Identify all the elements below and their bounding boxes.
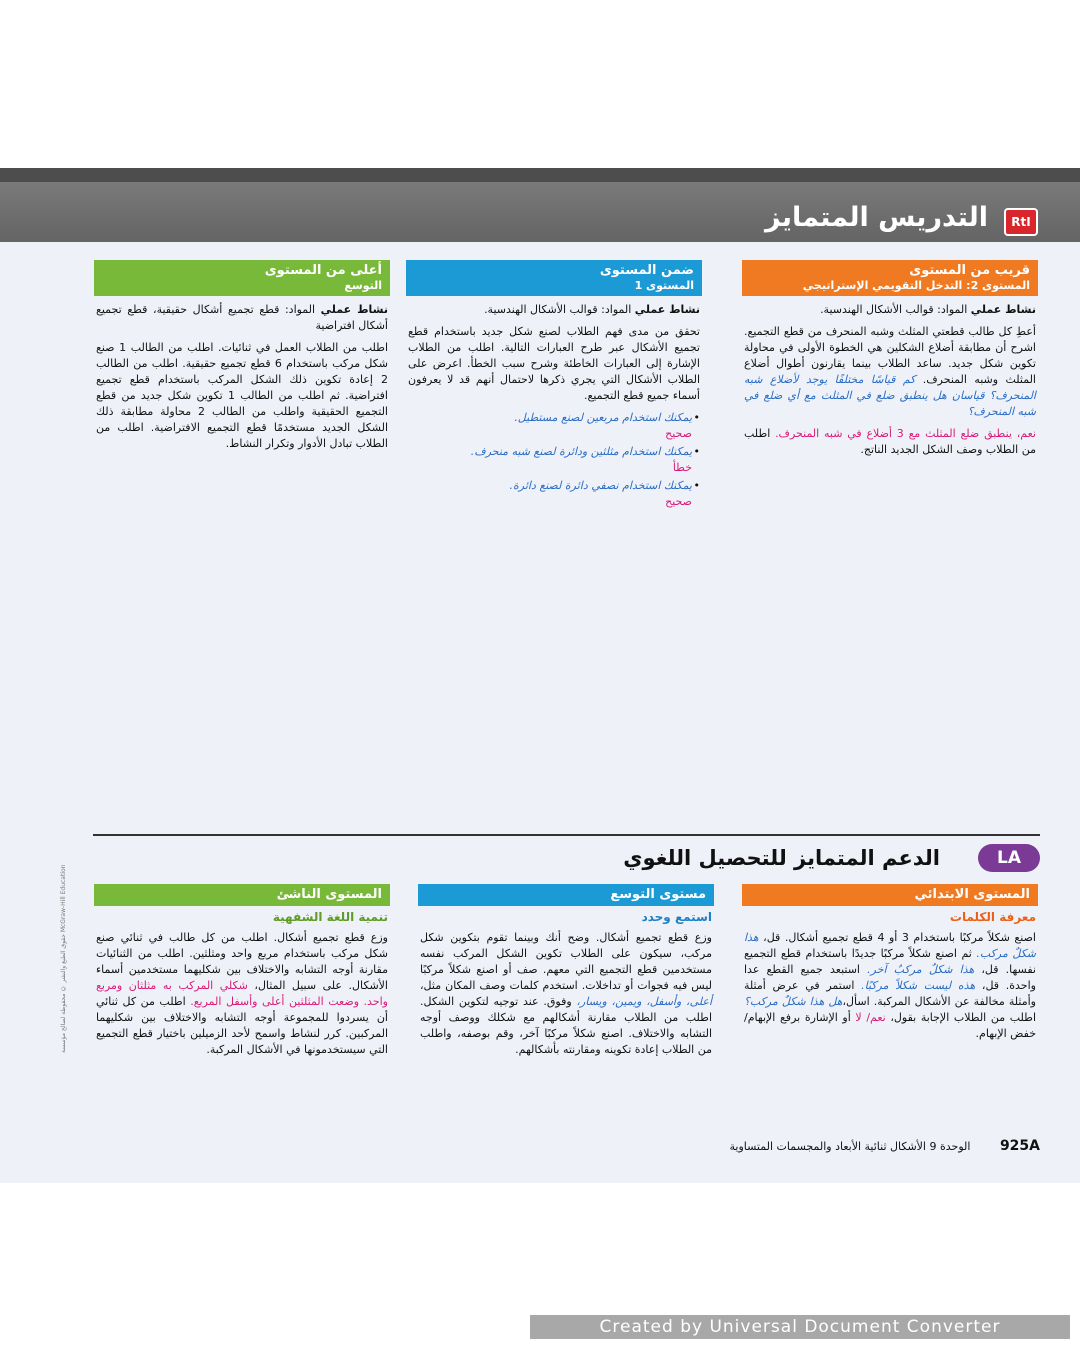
column-header: المستوى الناشئ [94, 884, 390, 906]
materials-text: المواد: قوالب الأشكال الهندسية. [820, 303, 971, 316]
body-text: اطلب من الطلاب الإجابة بقول، [890, 1011, 1036, 1024]
page-footer [730, 1138, 1041, 1154]
rti-badge: RtI [1004, 208, 1038, 236]
body-text: أعطِ كل طالب قطعتي المثلث وشبه المنحرف من قطع التجميع. اشرح أن مطابقة أضلاع الشكلين هي الخطوة الأولى في محاولة تكوين شكل جديد. ساعد الطلاب بينما يقارنون أطوال أضلاع المثلث وشبه المنحرف. [744, 325, 1036, 386]
la-column-beginning [742, 884, 1038, 1048]
la-badge: LA [978, 844, 1040, 872]
body-text: أو الإشارة برفع الإبهام/ خفض الإبهام. [744, 1011, 1036, 1040]
column-subtitle: المستوى 2: التدخل التقويمي الإستراتيجي [802, 279, 1030, 292]
materials-text: المواد: قطع تجميع أشكال حقيقية، قطع تجميع أشكال افتراضية [96, 303, 388, 332]
answer-text: نعم، ينطبق ضلع المثلث مع 3 أضلاع في شبه المنحرف. [775, 427, 1036, 440]
column-subheading: استمع وحدد [641, 910, 712, 924]
statement-answer: صحيح [665, 427, 692, 440]
statement-text: يمكنك استخدام نصفي دائرة لصنع دائرة. [509, 479, 692, 492]
body-text: وزع قطع تجميع أشكال. وضح أنك وبينما تقوم بتكوين شكل مركب، سيكون على الطلاب تكوين الشكل المركب نفسه مستخدمين قطع التجميع التي معهم. صف أو اصنع شكلاً مركبًا ليس فيه فجوات أو تداخلات. استخدم كلمات وصف المكان مثل، [420, 931, 712, 992]
rti-column-on-level [406, 260, 702, 512]
list-item [408, 444, 692, 476]
activity-label: نشاط عملي [970, 303, 1036, 316]
list-item [408, 478, 692, 510]
question-text: كم قياسًا مختلفًا يوجد لأضلاع شبه المنحرف؟ قياسان هل ينطبق ضلع في المثلث مع أي ضلع في شبه المنحرف؟ [744, 373, 1036, 418]
column-body [418, 924, 714, 1058]
column-body [94, 924, 390, 1058]
statement-text: يمكنك استخدام مربعين لصنع مستطيل. [514, 411, 692, 424]
spoken-text: هل هذا شكلٌ مركب؟ [744, 995, 843, 1008]
materials-text: المواد: قوالب الأشكال الهندسية. [484, 303, 635, 316]
la-column-developing [418, 884, 714, 1064]
position-words: أعلى، وأسفل، ويمين، ويسار، [576, 995, 712, 1008]
body-text: اطلب من كل ثنائي أن يسردوا للمجموعة أوجه التشابه والاختلاف بين شكليهما المركبين. كرر لنشاط واسمح لأحد الزميلين باختيار قطع التجميع التي سيستخدمونها في الأشكال المركبة. [96, 995, 388, 1056]
column-header: المستوى الابتدائي [742, 884, 1038, 906]
body-text: تحقق من مدى فهم الطلاب لصنع شكل جديد باستخدام قطع تجميع الأشكال عبر طرح العبارات التالية. اطلب من الطلاب الإشارة إلى العبارات الخاطئة وشرح سبب الخطأ. اعرض على الطلاب الأشكال التي يجري ذكرها لاحتمال أنهم قد لا يعرفون أسماء جميع قطع التجميع. [408, 325, 700, 402]
rti-column-approaching [742, 260, 1038, 464]
spoken-text: هذا شكلٌ مركب. [744, 931, 1036, 960]
statement-text: يمكنك استخدام مثلثين ودائرة لصنع شبه منحرف. [470, 445, 692, 458]
rti-column-beyond [94, 260, 390, 458]
section-title: التدريس المتمايز [765, 202, 988, 233]
page-number: 925A [999, 1138, 1040, 1154]
watermark-banner: Created by Universal Document Converter [530, 1315, 1070, 1339]
column-title: ضمن المستوى [599, 263, 694, 278]
column-subheading: تنمية اللغة الشفهية [272, 910, 388, 924]
column-header: مستوى التوسع [418, 884, 714, 906]
section-header [0, 182, 1080, 242]
body-text: استمر في عرض أمثلة وأمثلة مخالفة عن الأشكال المركبة. اسأل، [744, 979, 1036, 1008]
column-subheading: معرفة الكلمات [949, 910, 1036, 924]
section-divider [93, 834, 1040, 836]
list-item [408, 410, 692, 442]
column-title: أعلى من المستوى [264, 263, 382, 278]
column-header [94, 260, 390, 296]
answer-text: نعم/ لا [855, 1011, 891, 1024]
column-body [742, 924, 1038, 1042]
spoken-text: هذا شكلٌ مركبٌ آخر. [867, 963, 982, 976]
page [0, 168, 1080, 1183]
column-title: قريب من المستوى [909, 263, 1030, 278]
la-column-bridging [94, 884, 390, 1064]
column-header [742, 260, 1038, 296]
statement-answer: خطأ [672, 461, 692, 474]
body-text: وفوق. عند توجيه لتكوين الشكل. اطلب من الطلاب مقارنة أشكالهم مع شكلك ووصف أوجه التشابه والاختلاف. اصنع شكلاً مركبًا آخر، وقم بوصفه، واطلب من الطلاب إعادة تكوينه ومقارنته بأشكالهم. [420, 995, 712, 1056]
column-header [406, 260, 702, 296]
statement-answer: صحيح [665, 495, 692, 508]
body-text: ثم اصنع شكلاً مركبًا جديدًا باستخدام قطع التجميع نفسها. قل، [744, 947, 1036, 976]
column-body [406, 296, 702, 510]
example-sentence: شكلي المركب به مثلثان ومربع واحد. وضعت المثلثين أعلى وأسفل المربع. [96, 979, 388, 1008]
column-subtitle: التوسع [344, 279, 382, 292]
column-body [94, 296, 390, 452]
statement-list [408, 410, 700, 510]
activity-label: نشاط عملي [634, 303, 700, 316]
body-text: اطلب من الطلاب العمل في ثنائيات. اطلب من الطالب 1 صنع شكل مركب باستخدام 6 قطع تجميع حقيقية. اطلب من الطالب 2 إعادة تكوين ذلك الشكل المركب باستخدام قطع تجميع افتراضية. ثم اطلب من الطالب 1 تكوين شكل جديد من قطع التجميع الحقيقية واطلب من الطالب 2 محاولة مطابقة ذلك الشكل الجديد مستخدمًا قطع التجميع الافتراضية. اطلب من الطلاب تبادل الأدوار وتكرار النشاط. [96, 341, 388, 450]
la-section-title: الدعم المتمايز للتحصيل اللغوي [623, 846, 940, 870]
footer-text: الوحدة 9 الأشكال ثنائية الأبعاد والمجسمات المتساوية [729, 1140, 971, 1153]
body-text: استبعد جميع القطع عدا واحدة. قل، [744, 963, 1036, 992]
activity-label: نشاط عملي [320, 303, 388, 316]
body-text: اصنع شكلاً مركبًا باستخدام 3 أو 4 قطع تجميع أشكال. قل، [763, 931, 1036, 944]
spoken-text: هذه ليست شكلاً مركبًا. [861, 979, 982, 992]
column-body [742, 296, 1038, 458]
top-bar [0, 168, 1080, 182]
body-text-end: اطلب من الطلاب وصف الشكل الجديد الناتج. [744, 427, 1036, 456]
copyright-note: حقوق الطبع والنشر © محفوظة لصالح مؤسسة McGraw-Hill Education [60, 864, 67, 1053]
body-text: وزع قطع تجميع أشكال. اطلب من كل طالب في ثنائي صنع شكل مركب باستخدام مربع واحد ومثلثين. اطلب من الثنائيات مقارنة أوجه التشابه والاختلاف بين شكليهما مستخدمين أسماء الأشكال. على سبيل المثال، [96, 931, 388, 992]
column-subtitle: المستوى 1 [634, 279, 694, 292]
